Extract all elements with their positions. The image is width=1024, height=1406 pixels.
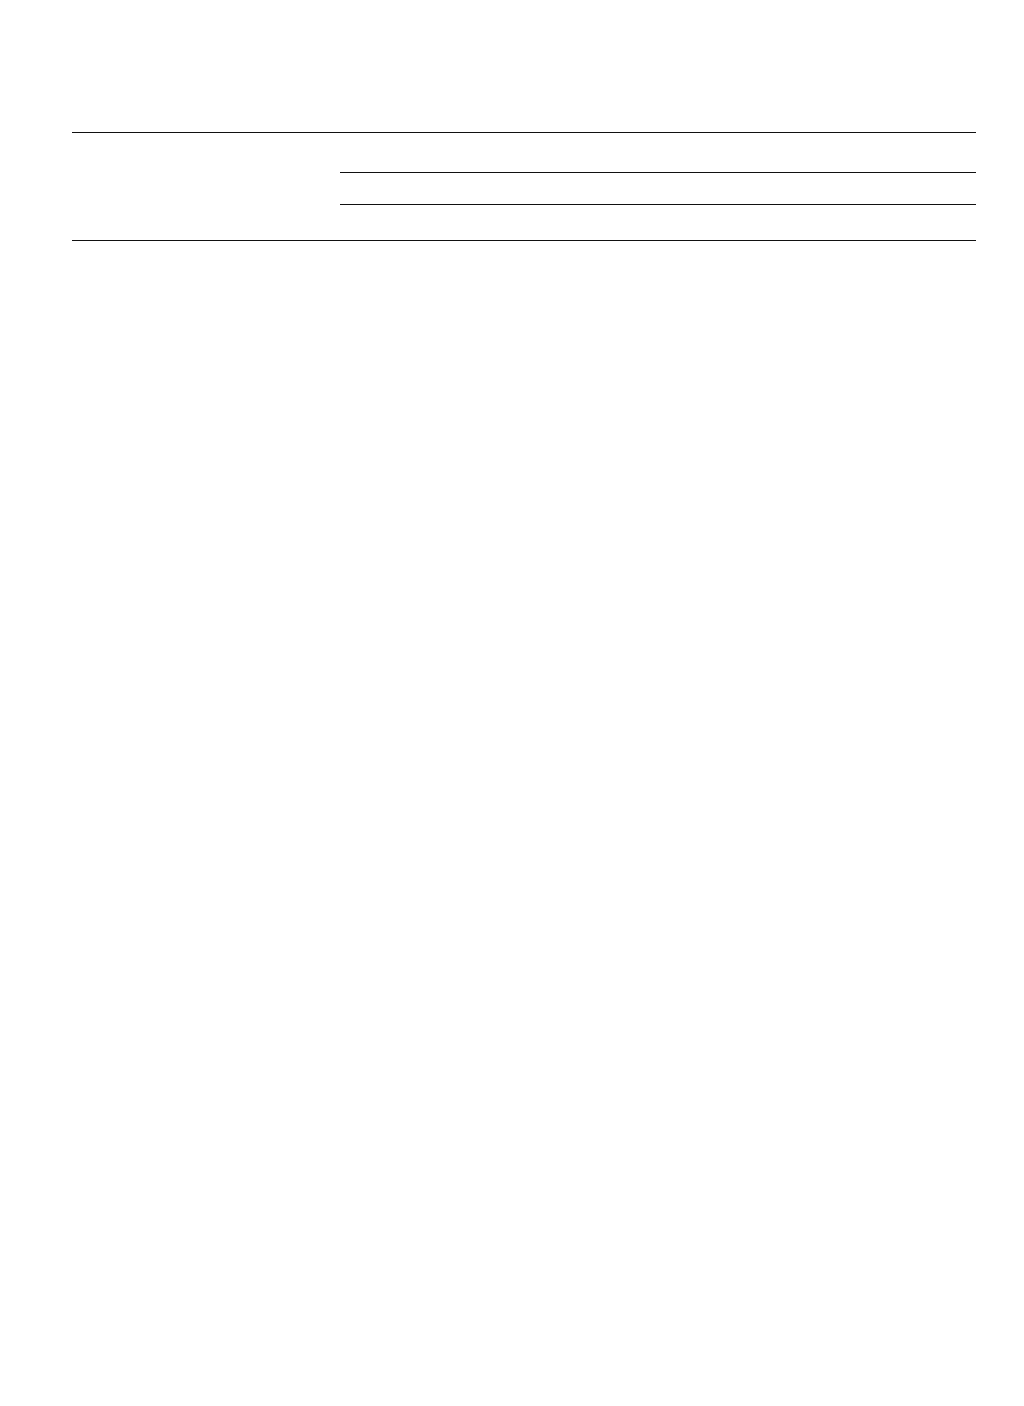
year-rule: [340, 204, 976, 205]
top-rule: [72, 132, 976, 133]
header-bottom-rule: [72, 240, 976, 241]
group-rule: [340, 172, 976, 173]
page-header: [72, 36, 196, 52]
